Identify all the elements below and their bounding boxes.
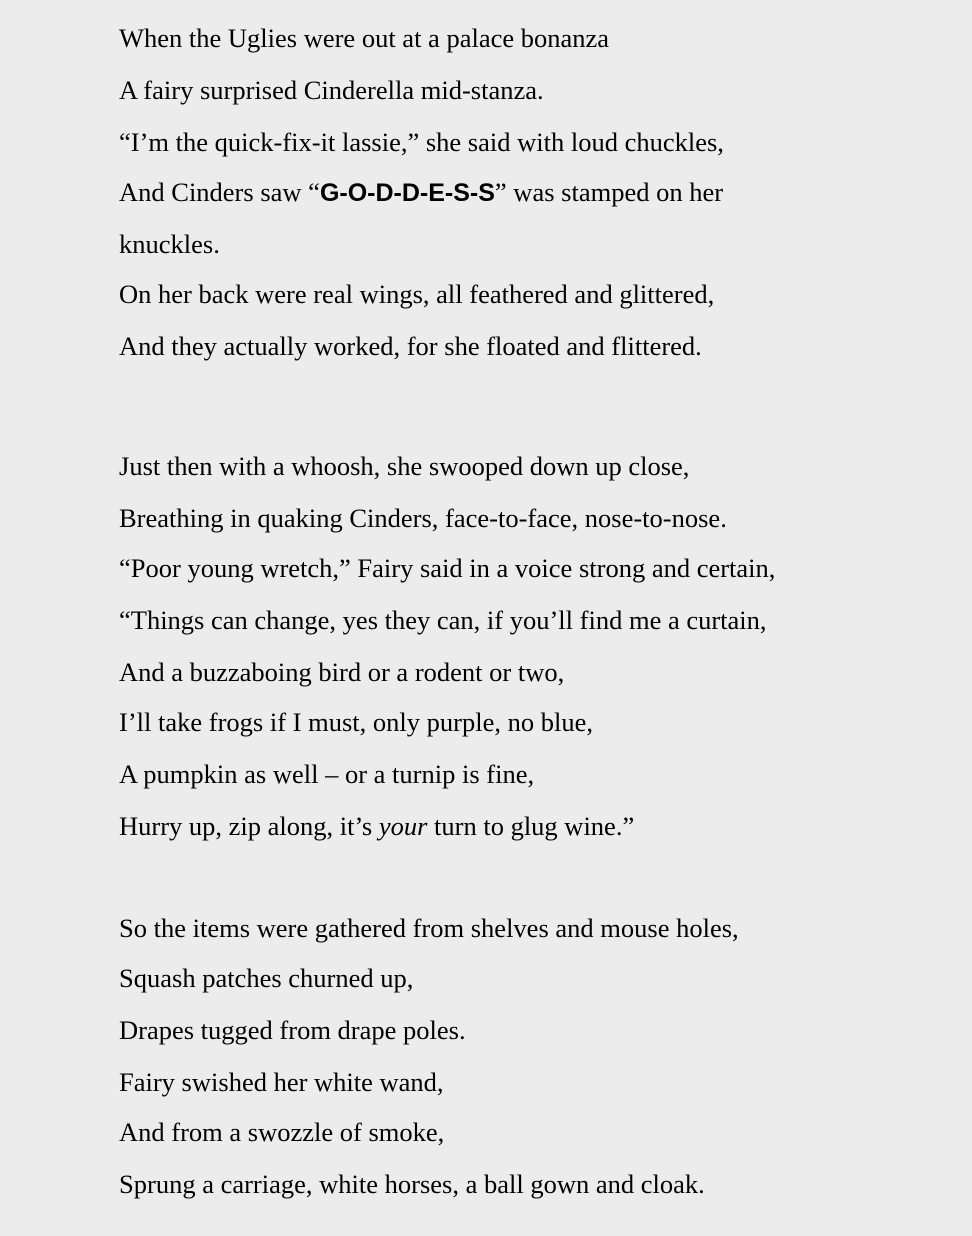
poem-line: I’ll take frogs if I must, only purple, no blue, (119, 707, 593, 737)
poem-line: Sprung a carriage, white horses, a ball gown and cloak. (119, 1169, 705, 1199)
poem-line (119, 175, 723, 209)
poem-line: And from a swozzle of smoke, (119, 1117, 445, 1147)
goddess-stamp: G-O-D-D-E-S-S (319, 179, 495, 207)
poem-line-text: And Cinders saw “ (119, 177, 320, 207)
poem-line: A fairy surprised Cinderella mid-stanza. (119, 75, 544, 105)
emphasis-your: your (378, 811, 428, 841)
poem-line: On her back were real wings, all feathered and glittered, (119, 279, 715, 309)
poem-line: A pumpkin as well – or a turnip is fine, (119, 759, 535, 789)
poem-line: knuckles. (119, 229, 220, 259)
poem-line: When the Uglies were out at a palace bonanza (119, 23, 610, 53)
poem-line: And a buzzaboing bird or a rodent or two, (119, 657, 565, 687)
poem-line: Fairy swished her white wand, (119, 1067, 444, 1097)
poem-line: Drapes tugged from drape poles. (119, 1015, 466, 1045)
poem-line: “Things can change, yes they can, if you’ll find me a curtain, (119, 605, 767, 635)
poem-line: Squash patches churned up, (119, 963, 414, 993)
poem-line: And they actually worked, for she floated and flittered. (119, 331, 702, 361)
poem-line-text: turn to glug wine.” (427, 811, 635, 841)
poem-line: “Poor young wretch,” Fairy said in a voice strong and certain, (119, 553, 776, 583)
poem-line-text: ” was stamped on her (494, 177, 724, 207)
poem-line: So the items were gathered from shelves and mouse holes, (119, 913, 739, 943)
poem-line: “I’m the quick-fix-it lassie,” she said with loud chuckles, (119, 127, 724, 157)
poem-line-text: Hurry up, zip along, it’s (119, 811, 379, 841)
poem-line: Breathing in quaking Cinders, face-to-face, nose-to-nose. (119, 503, 727, 533)
poem-line: Just then with a whoosh, she swooped down up close, (119, 451, 690, 481)
poem-line (119, 809, 634, 843)
